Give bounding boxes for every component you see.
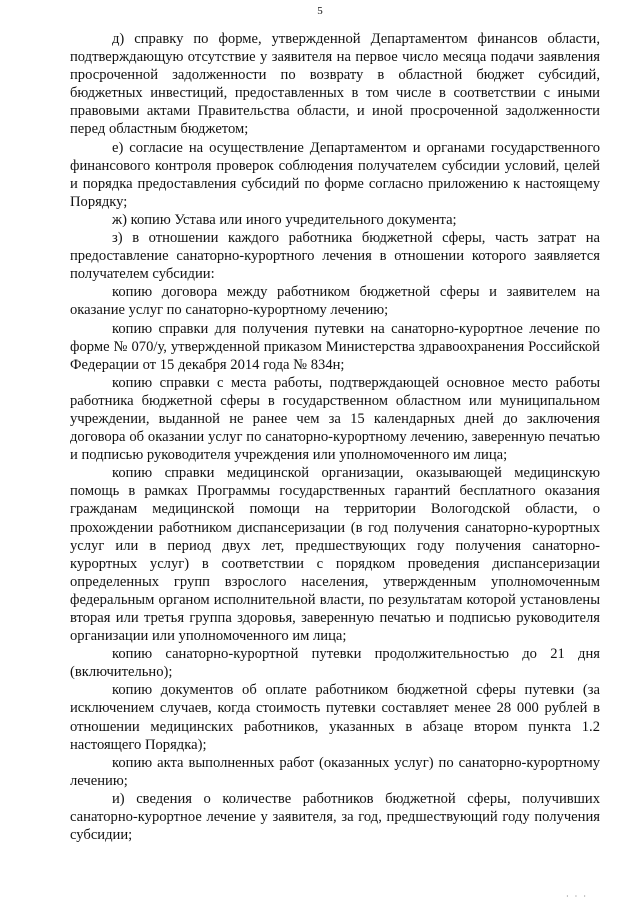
paragraph-payment-documents: копию документов об оплате работником бюджетной сферы путевки (за исключением случаев, когда стоимость путевки составляет менее 28 000 рублей в отношении медицинских работников, указанных в абзаце втором пункта 1.2 настоящего Порядка); xyxy=(70,682,600,753)
paragraph-voucher-copy: копию санаторно-курортной путевки продолжительностью до 21 дня (включительно); xyxy=(70,646,600,681)
paragraph-z-employees: з) в отношении каждого работника бюджетной сферы, часть затрат на предоставление санаторно-курортного лечения в отношении которого заявляется получателем субсидии: xyxy=(70,230,600,283)
paragraph-acceptance-act: копию акта выполненных работ (оказанных услуг) по санаторно-курортному лечению; xyxy=(70,754,600,789)
paragraph-voucher-certificate: копию справки для получения путевки на санаторно-курортное лечение по форме № 070/у, утвержденной приказом Министерства здравоохранения Российской Федерации от 15 декабря 2014 года № 834н; xyxy=(70,320,600,373)
paragraph-contract-copy: копию договора между работником бюджетной сферы и заявителем на оказание услуг по санаторно-курортному лечению; xyxy=(70,284,600,319)
paragraph-i-statistics: и) сведения о количестве работников бюджетной сферы, получивших санаторно-курортное лечение у заявителя, за год, предшествующий году получения субсидии; xyxy=(70,790,600,844)
paragraph-e-consent: е) согласие на осуществление Департаментом и органами государственного финансового контроля проверок соблюдения получателем субсидии условий, целей и порядка предоставления субсидий по форме согласно приложению к настоящему Порядку; xyxy=(70,139,600,210)
paragraph-medical-certificate: копию справки медицинской организации, оказывающей медицинскую помощь в рамках Программы государственных гарантий бесплатного оказания гражданам медицинской помощи на территории Вологодской области, о прохождении работником диспансеризации (в год получения санаторно-курортных услуг или в период двух лет, предшествующих году получения санаторно-курортных услуг) в соответствии с порядком проведения диспансеризации определенных групп взрослого населения, утвержденным уполномоченным федеральным органом исполнительной власти, по результатам которой установлены вторая или третья группа здоровья, заверенную печатью и подписью руководителя организации или уполномоченного им лица; xyxy=(70,465,600,645)
page-number: 5 xyxy=(317,5,323,17)
paragraph-employment-certificate: копию справки с места работы, подтверждающей основное место работы работника бюджетной сферы в государственном областном или муниципальном учреждении, выданной не ранее чем за 15 календарных дней до заключения договора об оказании услуг по санаторно-курортному лечению, заверенную печатью и подписью руководителя учреждения или уполномоченного им лица; xyxy=(70,374,600,464)
paragraph-zh-charter: ж) копию Устава или иного учредительного документа; xyxy=(112,211,457,228)
document-body xyxy=(70,30,600,844)
paragraph-d-certificate: д) справку по форме, утвержденной Департаментом финансов области, подтверждающую отсутствие у заявителя на первое число месяца подачи заявления просроченной задолженности по возврату в областной бюджет субсидий, бюджетных инвестиций, предоставленных в том числе в соответствии с иными правовыми актами Правительства области, и иной просроченной задолженности перед областным бюджетом; xyxy=(70,31,600,138)
scan-artifact-mark: · · · xyxy=(566,892,588,901)
